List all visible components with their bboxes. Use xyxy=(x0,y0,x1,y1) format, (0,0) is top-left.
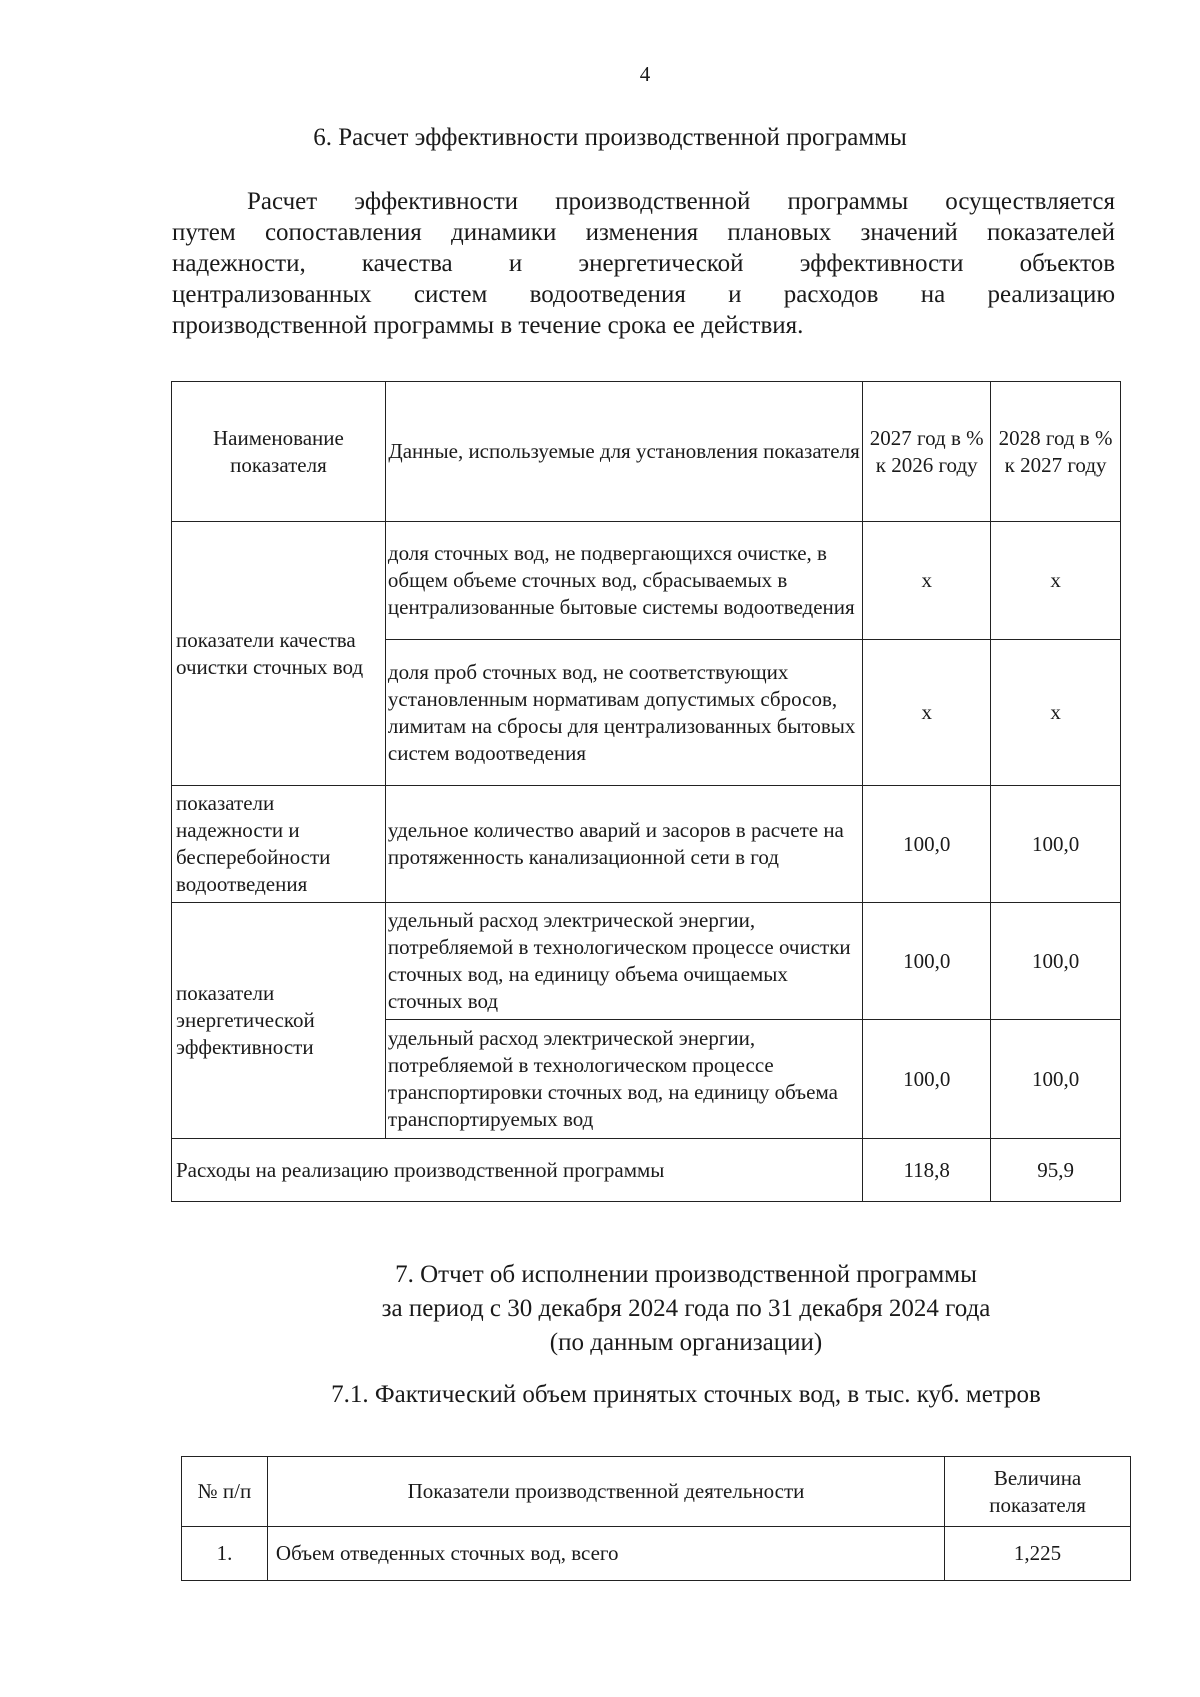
row-value-2028: х xyxy=(991,640,1121,786)
paragraph-line: Расчет эффективности производственной программы осуществляется xyxy=(247,188,1115,215)
row-data: удельный расход электрической энергии, потребляемой в технологическом процессе очистки сточных вод, на единицу объема очищаемых сточных вод xyxy=(385,903,862,1020)
row-value-2027: х xyxy=(863,522,991,640)
table-row xyxy=(172,786,1121,903)
group-energy-name: показатели энергетической эффективности xyxy=(172,903,386,1139)
paragraph-line: надежности, качества и энергетической эффективности объектов xyxy=(172,250,1115,277)
efficiency-table xyxy=(171,381,1121,1202)
section-6-title: 6. Расчет эффективности производственной программы xyxy=(313,124,907,151)
row-value-2027: 100,0 xyxy=(863,786,991,903)
header-data-used: Данные, используемые для установления показателя xyxy=(385,382,862,522)
header-indicator: Показатели производственной деятельности xyxy=(267,1457,944,1527)
paragraph-line: производственной программы в течение срока ее действия. xyxy=(172,312,804,339)
section-7-title-line: 7. Отчет об исполнении производственной программы xyxy=(395,1261,977,1288)
table-header-row xyxy=(182,1457,1131,1527)
table-row xyxy=(182,1527,1131,1581)
paragraph-line: централизованных систем водоотведения и расходов на реализацию xyxy=(172,281,1115,308)
row-value-2028: х xyxy=(991,522,1121,640)
header-2028: 2028 год в % к 2027 году xyxy=(991,382,1121,522)
expenses-value-2027: 118,8 xyxy=(863,1139,991,1202)
group-reliability-name: показатели надежности и бесперебойности водоотведения xyxy=(172,786,386,903)
row-data: удельное количество аварий и засоров в расчете на протяженность канализационной сети в год xyxy=(385,786,862,903)
subsection-7-1-title: 7.1. Фактический объем принятых сточных вод, в тыс. куб. метров xyxy=(331,1381,1041,1408)
wastewater-volume-table xyxy=(181,1456,1131,1581)
table-row xyxy=(172,522,1121,640)
paragraph-line: путем сопоставления динамики изменения плановых значений показателей xyxy=(172,219,1115,246)
row-number: 1. xyxy=(182,1527,268,1581)
section-7-title-line: за период с 30 декабря 2024 года по 31 декабря 2024 года xyxy=(381,1295,991,1322)
table-header-row xyxy=(172,382,1121,522)
section-7-title xyxy=(0,1258,1200,1360)
header-number: № п/п xyxy=(182,1457,268,1527)
section-6-paragraph xyxy=(172,186,1115,341)
row-value-2028: 100,0 xyxy=(991,1020,1121,1139)
table-row-expenses xyxy=(172,1139,1121,1202)
row-data: доля проб сточных вод, не соответствующих установленным нормативам допустимых сбросов, лимитам на сбросы для централизованных бытовых систем водоотведения xyxy=(385,640,862,786)
page-number: 4 xyxy=(639,62,651,86)
section-7-title-line: (по данным организации) xyxy=(549,1329,823,1356)
group-quality-name: показатели качества очистки сточных вод xyxy=(172,522,386,786)
header-value: Величина показателя xyxy=(945,1457,1131,1527)
header-indicator-name: Наименование показателя xyxy=(172,382,386,522)
row-indicator: Объем отведенных сточных вод, всего xyxy=(267,1527,944,1581)
row-value-2028: 100,0 xyxy=(991,903,1121,1020)
row-data: доля сточных вод, не подвергающихся очистке, в общем объеме сточных вод, сбрасываемых в централизованные бытовые системы водоотведения xyxy=(385,522,862,640)
row-data: удельный расход электрической энергии, потребляемой в технологическом процессе транспортировки сточных вод, на единицу объема транспортируемых вод xyxy=(385,1020,862,1139)
table-row xyxy=(172,903,1121,1020)
row-value-2027: 100,0 xyxy=(863,903,991,1020)
row-value-2027: х xyxy=(863,640,991,786)
header-2027: 2027 год в % к 2026 году xyxy=(863,382,991,522)
row-value: 1,225 xyxy=(945,1527,1131,1581)
row-value-2028: 100,0 xyxy=(991,786,1121,903)
expenses-label: Расходы на реализацию производственной программы xyxy=(172,1139,863,1202)
row-value-2027: 100,0 xyxy=(863,1020,991,1139)
expenses-value-2028: 95,9 xyxy=(991,1139,1121,1202)
